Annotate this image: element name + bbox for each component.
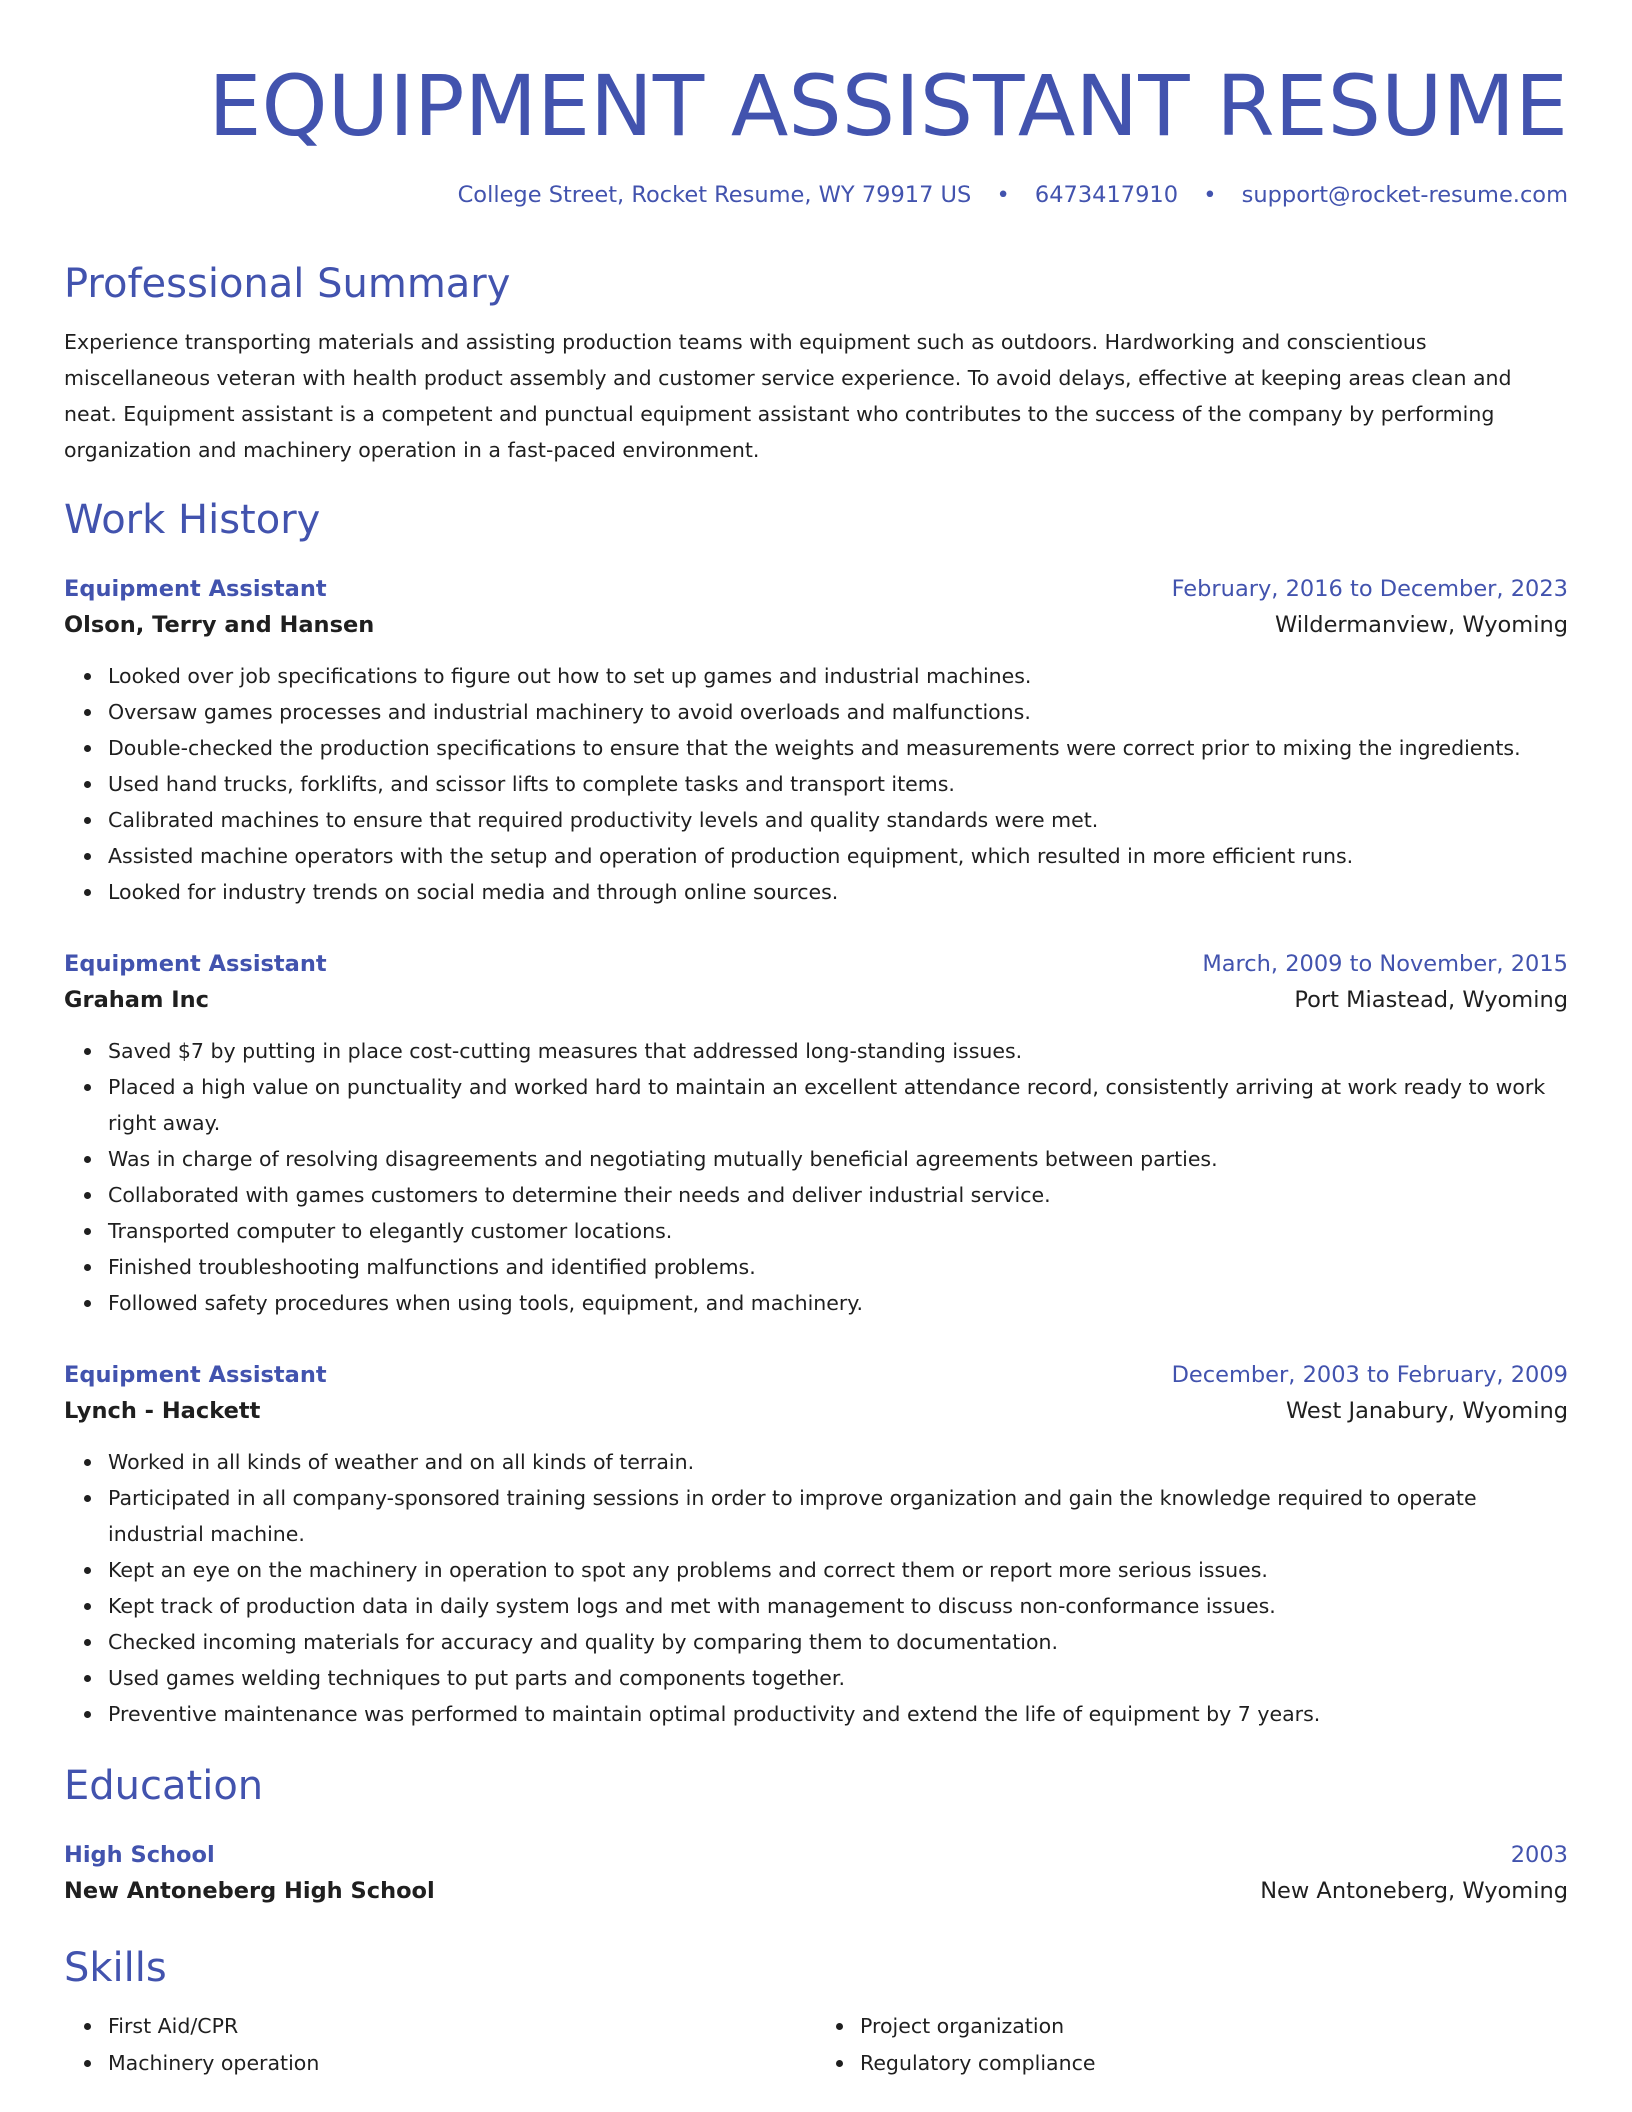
contact-email: support@rocket-resume.com: [1241, 181, 1568, 208]
job-title-row: [64, 947, 1568, 981]
job-title: Equipment Assistant: [64, 1362, 327, 1389]
job-dates: February, 2016 to December, 2023: [1171, 576, 1568, 603]
skills-column-right: [816, 2008, 1568, 2082]
job-dates: December, 2003 to February, 2009: [1171, 1362, 1568, 1389]
job-bullet: Checked incoming materials for accuracy and quality by comparing them to documentation.: [108, 1624, 1568, 1660]
job-bullet: Preventive maintenance was performed to maintain optimal productivity and extend the life of equipment by 7 years.: [108, 1696, 1568, 1732]
skills-grid: [64, 2008, 1568, 2082]
job-bullet: Calibrated machines to ensure that required productivity levels and quality standards were met.: [108, 802, 1568, 838]
job-entry: [64, 1358, 1568, 1732]
contact-separator: •: [1203, 181, 1217, 208]
job-company-row: [64, 981, 1568, 1019]
education-school: New Antoneberg High School: [64, 1878, 435, 1905]
job-title-row: [64, 1358, 1568, 1392]
contact-separator: •: [996, 181, 1010, 208]
education-entry: [64, 1838, 1568, 1910]
job-location: West Janabury, Wyoming: [1286, 1398, 1568, 1425]
contact-line: [64, 181, 1568, 210]
job-bullet: Oversaw games processes and industrial machinery to avoid overloads and malfunctions.: [108, 694, 1568, 730]
skill-item: First Aid/CPR: [108, 2008, 816, 2045]
skill-item: Machinery operation: [108, 2045, 816, 2082]
contact-phone: 6473417910: [1034, 181, 1179, 208]
job-title: Equipment Assistant: [64, 951, 327, 978]
job-entry: [64, 947, 1568, 1321]
job-bullet: Finished troubleshooting malfunctions and identified problems.: [108, 1249, 1568, 1285]
education-degree-row: [64, 1838, 1568, 1872]
job-bullet: Followed safety procedures when using tools, equipment, and machinery.: [108, 1285, 1568, 1321]
contact-address: College Street, Rocket Resume, WY 79917 US: [457, 181, 972, 208]
job-bullet-list: [64, 1444, 1568, 1732]
job-entry: [64, 572, 1568, 910]
work-history-heading: Work History: [64, 497, 321, 544]
job-title-row: [64, 572, 1568, 606]
summary-heading: Professional Summary: [64, 261, 511, 308]
resume-title: EQUIPMENT ASSISTANT RESUME: [208, 57, 1568, 155]
skills-heading: Skills: [64, 1945, 167, 1992]
education-year: 2003: [1510, 1842, 1568, 1869]
job-bullet: Kept an eye on the machinery in operation to spot any problems and correct them or report more serious issues.: [108, 1552, 1568, 1588]
job-company: Lynch - Hackett: [64, 1398, 261, 1425]
job-bullet: Placed a high value on punctuality and worked hard to maintain an excellent attendance record, consistently arriving at work ready to work right away.: [108, 1069, 1568, 1141]
job-bullet: Was in charge of resolving disagreements and negotiating mutually beneficial agreements between parties.: [108, 1141, 1568, 1177]
summary-text: Experience transporting materials and assisting production teams with equipment such as outdoors. Hardworking and conscientious miscellaneous veteran with health product assembly and customer service experience. To avoid delays, effective at keeping areas clean and neat. Equipment assistant is a competent and punctual equipment assistant who contributes to the success of the company by performing organization and machinery operation in a fast-paced environment.: [64, 330, 1512, 463]
job-bullet: Used hand trucks, forklifts, and scissor lifts to complete tasks and transport items.: [108, 766, 1568, 802]
job-bullet-list: [64, 1033, 1568, 1321]
skills-column-left: [64, 2008, 816, 2082]
skill-item: Regulatory compliance: [860, 2045, 1568, 2082]
job-bullet: Saved $7 by putting in place cost-cutting measures that addressed long-standing issues.: [108, 1033, 1568, 1069]
education-degree: High School: [64, 1842, 215, 1869]
job-dates: March, 2009 to November, 2015: [1202, 951, 1568, 978]
job-company-row: [64, 606, 1568, 644]
resume-header: [64, 56, 1568, 210]
job-bullet-list: [64, 658, 1568, 910]
job-location: Wildermanview, Wyoming: [1275, 612, 1568, 639]
job-bullet: Transported computer to elegantly customer locations.: [108, 1213, 1568, 1249]
job-company: Graham Inc: [64, 987, 209, 1014]
education-heading: Education: [64, 1763, 264, 1810]
job-bullet: Collaborated with games customers to determine their needs and deliver industrial service.: [108, 1177, 1568, 1213]
job-bullet: Worked in all kinds of weather and on all kinds of terrain.: [108, 1444, 1568, 1480]
education-school-row: [64, 1872, 1568, 1910]
job-bullet: Participated in all company-sponsored training sessions in order to improve organization and gain the knowledge required to operate industrial machine.: [108, 1480, 1568, 1552]
job-bullet: Double-checked the production specifications to ensure that the weights and measurements were correct prior to mixing the ingredients.: [108, 730, 1568, 766]
job-bullet: Kept track of production data in daily system logs and met with management to discuss non-conformance issues.: [108, 1588, 1568, 1624]
job-company-row: [64, 1392, 1568, 1430]
job-bullet: Looked for industry trends on social media and through online sources.: [108, 874, 1568, 910]
job-bullet: Looked over job specifications to figure out how to set up games and industrial machines.: [108, 658, 1568, 694]
job-title: Equipment Assistant: [64, 576, 327, 603]
job-bullet: Used games welding techniques to put parts and components together.: [108, 1660, 1568, 1696]
job-bullet: Assisted machine operators with the setup and operation of production equipment, which resulted in more efficient runs.: [108, 838, 1568, 874]
education-location: New Antoneberg, Wyoming: [1260, 1878, 1568, 1905]
job-company: Olson, Terry and Hansen: [64, 612, 375, 639]
job-location: Port Miastead, Wyoming: [1294, 987, 1568, 1014]
skill-item: Project organization: [860, 2008, 1568, 2045]
